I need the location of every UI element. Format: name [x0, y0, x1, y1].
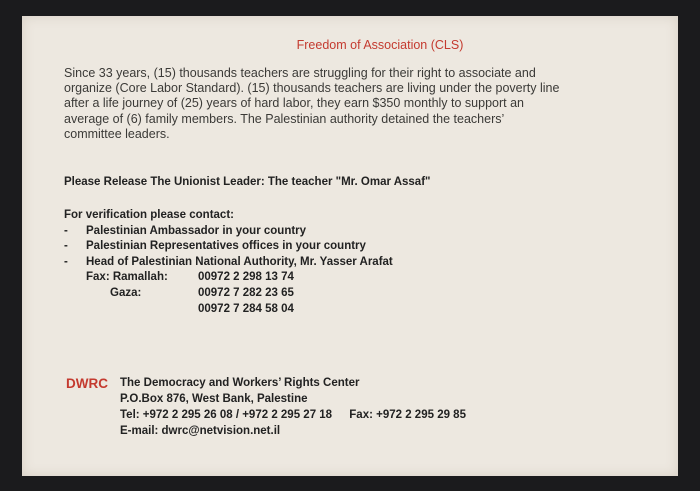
fax-row-gaza-2 [86, 302, 294, 318]
fax-label-gaza: Gaza: [110, 286, 142, 299]
fax-number-gaza-1: 00972 7 282 23 65 [198, 286, 294, 299]
org-contact-block [120, 375, 466, 439]
body-paragraph: Since 33 years, (15) thousands teachers are struggling for their right to associate and organize (Core Labor Standard). (15) thousands teachers are living under the poverty line after a life journey of (25) years of hard labor, they earn $350 monthly to support an average of (6) family members. The Palestinian authority detained the teachers’ committee leaders. [64, 66, 560, 141]
fax-numbers [86, 270, 294, 317]
release-appeal: Please Release The Unionist Leader: The teacher "Mr. Omar Assaf" [64, 176, 431, 188]
fax-row-ramallah [86, 270, 294, 286]
verification-item: - Palestinian Representatives offices in your country [64, 239, 393, 255]
verification-list [64, 224, 393, 271]
fax-number-gaza-2: 00972 7 284 58 04 [198, 302, 294, 315]
verification-heading: For verification please contact: [64, 209, 234, 221]
fax-label-ramallah: Fax: Ramallah: [86, 271, 168, 283]
org-tel: Tel: +972 2 295 26 08 / +972 2 295 27 18 [120, 409, 333, 421]
card-title: Freedom of Association (CLS) [296, 38, 464, 52]
org-email: E-mail: dwrc@netvision.net.il [120, 425, 281, 437]
org-abbreviation: DWRC [66, 376, 108, 391]
fax-row-gaza [86, 286, 294, 302]
verification-item: - Palestinian Ambassador in your country [64, 224, 393, 240]
fax-number-ramallah: 00972 2 298 13 74 [198, 271, 294, 283]
org-address: P.O.Box 876, West Bank, Palestine [120, 393, 308, 405]
verification-section [64, 208, 393, 270]
org-fax: Fax: +972 2 295 29 85 [349, 409, 466, 421]
postcard [22, 16, 678, 476]
org-phone-line [120, 407, 466, 423]
org-name: The Democracy and Workers’ Rights Center [120, 377, 360, 389]
verification-item: - Head of Palestinian National Authority, Mr. Yasser Arafat [64, 255, 393, 271]
